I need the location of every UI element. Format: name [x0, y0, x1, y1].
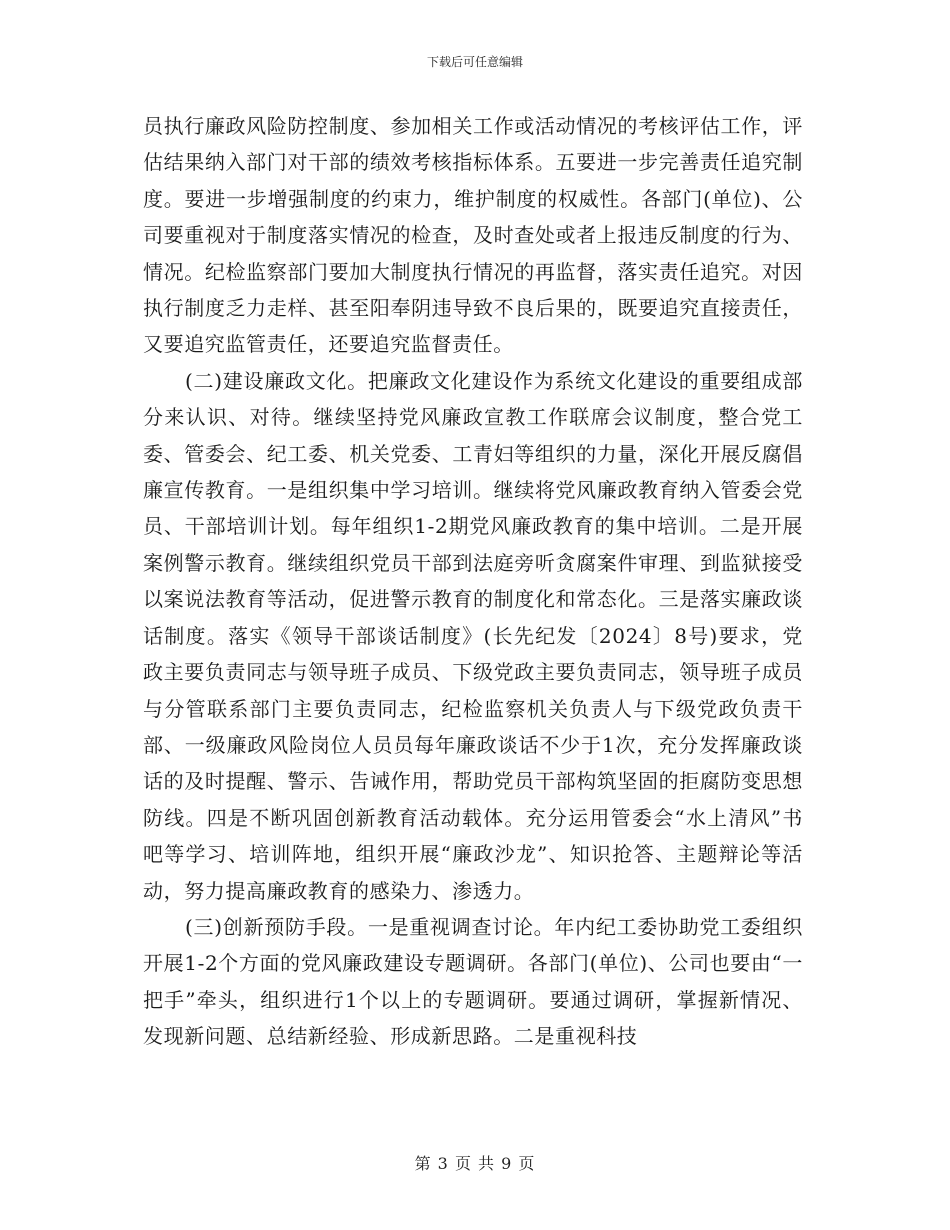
- body-paragraph-2: (二)建设廉政文化。把廉政文化建设作为系统文化建设的重要组成部分来认识、对待。继续坚持党风廉政宣教工作联席会议制度，整合党工委、管委会、纪工委、机关党委、工青妇等组织的力量，深化开展反腐倡廉宣传教育。一是组织集中学习培训。继续将党风廉政教育纳入管委会党员、干部培训计划。每年组织1-2期党风廉政教育的集中培训。二是开展案例警示教育。继续组织党员干部到法庭旁听贪腐案件审理、到监狱接受以案说法教育等活动，促进警示教育的制度化和常态化。三是落实廉政谈话制度。落实《领导干部谈话制度》(长先纪发〔2024〕8号)要求，党政主要负责同志与领导班子成员、下级党政主要负责同志，领导班子成员与分管联系部门主要负责同志，纪检监察机关负责人与下级党政负责干部、一级廉政风险岗位人员员每年廉政谈话不少于1次，充分发挥廉政谈话的及时提醒、警示、告诫作用，帮助党员干部构筑坚固的拒腐防变思想防线。四是不断巩固创新教育活动载体。充分运用管委会“水上清风”书吧等学习、培训阵地，组织开展“廉政沙龙”、知识抢答、主题辩论等活动，努力提高廉政教育的感染力、渗透力。: [143, 368, 803, 903]
- body-paragraph-1: 员执行廉政风险防控制度、参加相关工作或活动情况的考核评估工作，评估结果纳入部门对干部的绩效考核指标体系。五要进一步完善责任追究制度。要进一步增强制度的约束力，维护制度的权威性。各部门(单位)、公司要重视对于制度落实情况的检查，及时查处或者上报违反制度的行为、情况。纪检监察部门要加大制度执行情况的再监督，落实责任追究。对因执行制度乏力走样、甚至阳奉阴违导致不良后果的，既要追究直接责任，又要追究监管责任，还要追究监督责任。: [143, 114, 803, 357]
- document-body: [143, 108, 803, 1055]
- page-header-note: 下载后可任意编辑: [426, 55, 523, 69]
- body-paragraph-3: (三)创新预防手段。一是重视调查讨论。年内纪工委协助党工委组织开展1-2个方面的党风廉政建设专题调研。各部门(单位)、公司也要由“一把手”牵头，组织进行1个以上的专题调研。要通过调研，掌握新情况、发现新问题、总结新经验、形成新思路。二是重视科技: [143, 914, 803, 1049]
- page-number-footer: 第 3 页 共 9 页: [414, 1154, 536, 1173]
